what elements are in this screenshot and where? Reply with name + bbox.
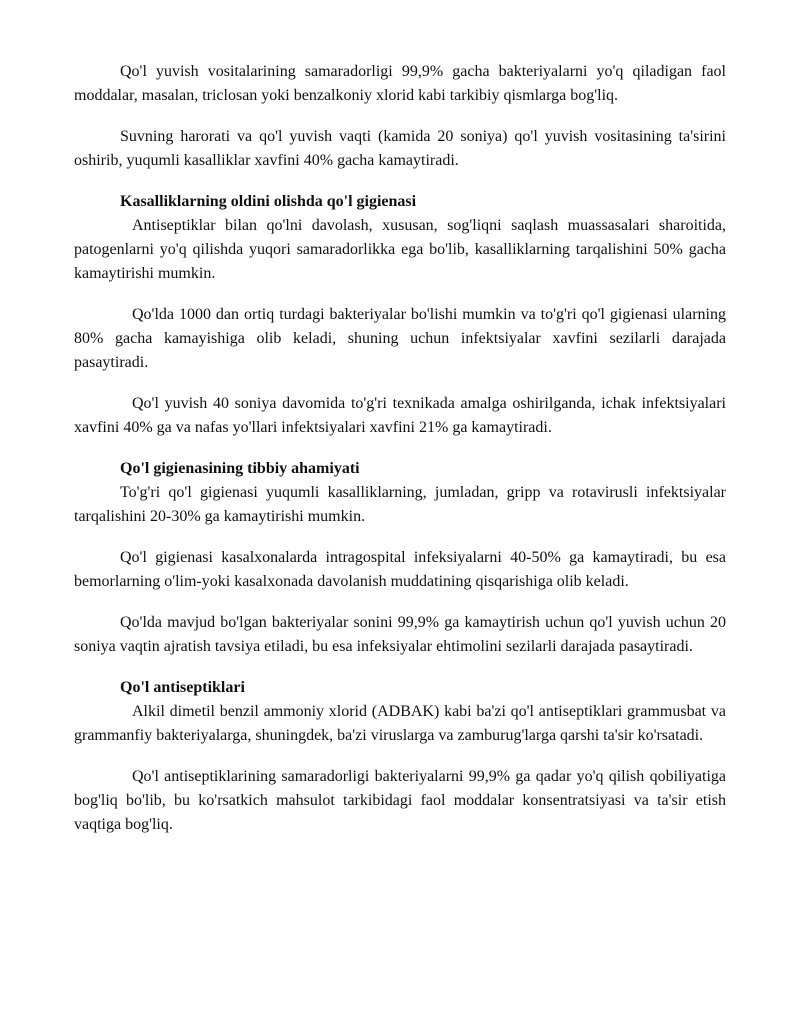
heading-medical-importance: Qo'l gigienasining tibbiy ahamiyati xyxy=(120,460,360,477)
paragraph-bacteria-count: Qo'lda 1000 dan ortiq turdagi bakteriyalar bo'lishi mumkin va to'g'ri qo'l gigienasi ularning 80% gacha kamayishiga olib keladi, shuning uchun infektsiyalar xavfini sezilarli darajada pasaytiradi. xyxy=(74,306,726,371)
paragraph-antiseptic-effectiveness: Qo'l antiseptiklarining samaradorligi bakteriyalarni 99,9% ga qadar yo'q qilish qobiliyatiga bog'liq bo'lib, bu ko'rsatkich mahsulot tarkibidagi faol moddalar konsentratsiyasi va ta'sir etish vaqtiga bog'liq. xyxy=(74,768,726,833)
paragraph-water-temperature: Suvning harorati va qo'l yuvish vaqti (kamida 20 soniya) qo'l yuvish vositasining ta'sirini oshirib, yuqumli kasalliklar xavfini 40% gacha kamaytiradi. xyxy=(74,128,726,169)
heading-hand-antiseptics: Qo'l antiseptiklari xyxy=(120,679,245,696)
paragraph-hospital-infections: Qo'l gigienasi kasalxonalarda intragospital infeksiyalarni 40-50% ga kamaytiradi, bu esa bemorlarning o'lim-yoki kasalxonada davolanish muddatining qisqarishiga olib keladi. xyxy=(74,549,726,590)
paragraph-40-second-wash: Qo'l yuvish 40 soniya davomida to'g'ri texnikada amalga oshirilganda, ichak infektsiyalari xavfini 40% ga va nafas yo'llari infektsiyalari xavfini 21% ga kamaytiradi. xyxy=(74,395,726,436)
heading-disease-prevention: Kasalliklarning oldini olishda qo'l gigienasi xyxy=(120,193,417,210)
paragraph-antiseptic-treatment: Antiseptiklar bilan qo'lni davolash, xususan, sog'liqni saqlash muassasalari sharoitida, patogenlarni yo'q qilishda yuqori samaradorlikka ega bo'lib, kasalliklarning tarqalishini 50% gacha kamaytirishi mumkin. xyxy=(74,217,726,282)
paragraph-flu-rotavirus: To'g'ri qo'l gigienasi yuqumli kasalliklarning, jumladan, gripp va rotavirusli infektsiyalar tarqalishini 20-30% ga kamaytirishi mumkin. xyxy=(74,484,726,525)
paragraph-hand-wash-effectiveness: Qo'l yuvish vositalarining samaradorligi 99,9% gacha bakteriyalarni yo'q qiladigan faol moddalar, masalan, triclosan yoki benzalkoniy xlorid kabi tarkibiy qismlarga bog'liq. xyxy=(74,63,726,104)
paragraph-20-second-recommendation: Qo'lda mavjud bo'lgan bakteriyalar sonini 99,9% ga kamaytirish uchun qo'l yuvish uchun 20 soniya vaqtin ajratish tavsiya etiladi, bu esa infeksiyalar ehtimolini sezilarli darajada pasaytiradi. xyxy=(74,614,726,655)
document-page xyxy=(74,60,726,837)
paragraph-adbak: Alkil dimetil benzil ammoniy xlorid (ADBAK) kabi ba'zi qo'l antiseptiklari grammusbat va grammanfiy bakteriyalarga, shuningdek, ba'zi viruslarga va zamburug'larga qarshi ta'sir ko'rsatadi. xyxy=(74,703,726,744)
